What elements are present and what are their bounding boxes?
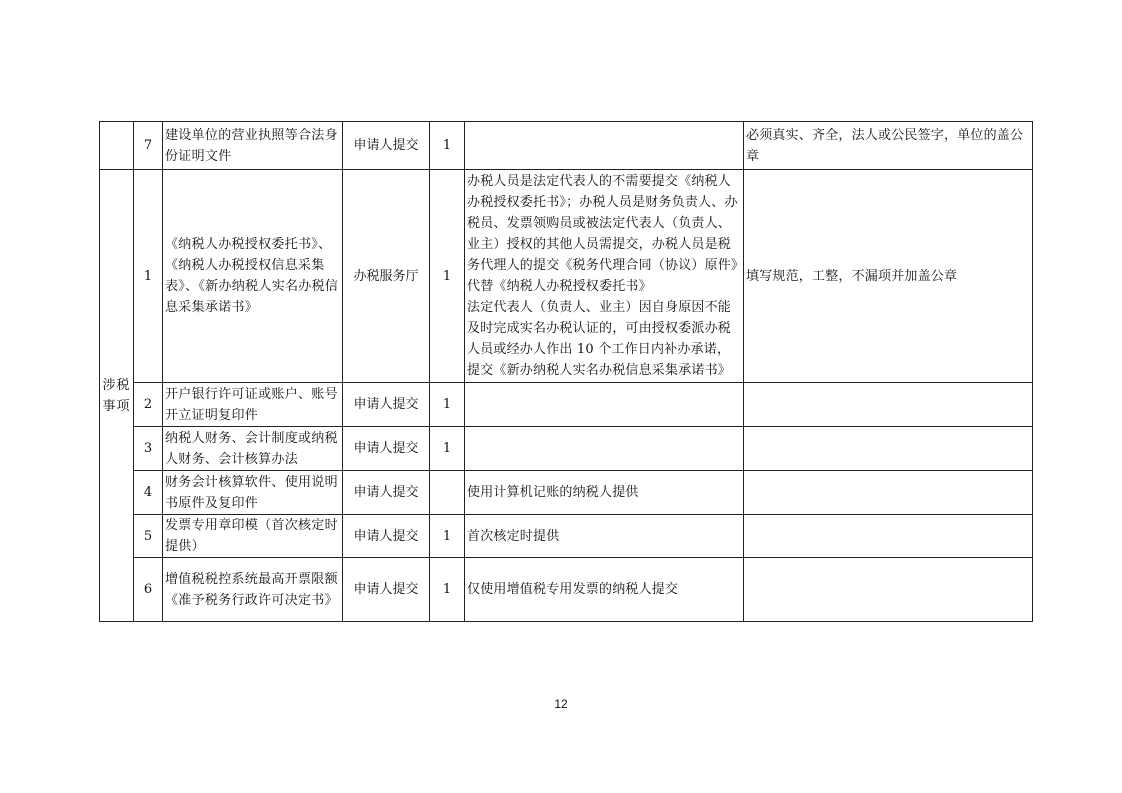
- category-cell-empty: [100, 122, 134, 170]
- material-requirement: 必须真实、齐全，法人或公民签字，单位的盖公章: [744, 122, 1033, 170]
- material-source: 申请人提交: [343, 383, 430, 427]
- material-name: 《纳税人办税授权委托书》、《纳税人办税授权信息采集表》、《新办纳税人实名办税信息采集承诺书》: [163, 170, 343, 383]
- material-requirement: [744, 383, 1033, 427]
- material-source: 申请人提交: [343, 558, 430, 622]
- row-number: 1: [134, 170, 163, 383]
- materials-table: [99, 121, 1033, 622]
- material-name: 建设单位的营业执照等合法身份证明文件: [163, 122, 343, 170]
- material-name: 增值税税控系统最高开票限额《准予税务行政许可决定书》: [163, 558, 343, 622]
- table-row: [100, 383, 1033, 427]
- material-name: 开户银行许可证或账户、账号开立证明复印件: [163, 383, 343, 427]
- table-row: [100, 427, 1033, 471]
- table-row: [100, 170, 1033, 383]
- table-row: [100, 122, 1033, 170]
- table-row: [100, 515, 1033, 558]
- material-requirement: [744, 427, 1033, 471]
- row-number: 3: [134, 427, 163, 471]
- material-source: 申请人提交: [343, 471, 430, 515]
- material-note: 首次核定时提供: [465, 515, 744, 558]
- table-row: [100, 471, 1033, 515]
- material-name: 财务会计核算软件、使用说明书原件及复印件: [163, 471, 343, 515]
- material-quantity: 1: [430, 558, 465, 622]
- material-quantity: 1: [430, 383, 465, 427]
- material-quantity: 1: [430, 427, 465, 471]
- material-note: [465, 383, 744, 427]
- material-name: 发票专用章印模（首次核定时提供）: [163, 515, 343, 558]
- material-note: [465, 427, 744, 471]
- row-number: 2: [134, 383, 163, 427]
- material-requirement: 填写规范，工整，不漏项并加盖公章: [744, 170, 1033, 383]
- material-quantity: [430, 471, 465, 515]
- material-note: 仅使用增值税专用发票的纳税人提交: [465, 558, 744, 622]
- row-number: 5: [134, 515, 163, 558]
- page-number: 12: [554, 697, 568, 711]
- material-requirement: [744, 558, 1033, 622]
- material-source: 办税服务厅: [343, 170, 430, 383]
- material-quantity: 1: [430, 515, 465, 558]
- row-number: 4: [134, 471, 163, 515]
- material-source: 申请人提交: [343, 427, 430, 471]
- material-source: 申请人提交: [343, 515, 430, 558]
- material-note: 办税人员是法定代表人的不需要提交《纳税人办税授权委托书》；办税人员是财务负责人、办税员、发票领购员或被法定代表人（负责人、业主）授权的其他人员需提交，办税人员是税务代理人的提交《税务代理合同（协议）原件》代替《纳税人办税授权委托书》 法定代表人（负责人、业主）因自身原因不能及时完成实名办税认证的，可由授权委派办税人员或经办人作出 10 个工作日内补办承诺，提交《新办纳税人实名办税信息采集承诺书》: [465, 170, 744, 383]
- material-note: 使用计算机记账的纳税人提供: [465, 471, 744, 515]
- material-source: 申请人提交: [343, 122, 430, 170]
- material-requirement: [744, 515, 1033, 558]
- material-requirement: [744, 471, 1033, 515]
- table-row: [100, 558, 1033, 622]
- material-quantity: 1: [430, 170, 465, 383]
- category-label: 涉税事项: [100, 170, 134, 622]
- row-number: 6: [134, 558, 163, 622]
- row-number: 7: [134, 122, 163, 170]
- material-quantity: 1: [430, 122, 465, 170]
- material-name: 纳税人财务、会计制度或纳税人财务、会计核算办法: [163, 427, 343, 471]
- material-note: [465, 122, 744, 170]
